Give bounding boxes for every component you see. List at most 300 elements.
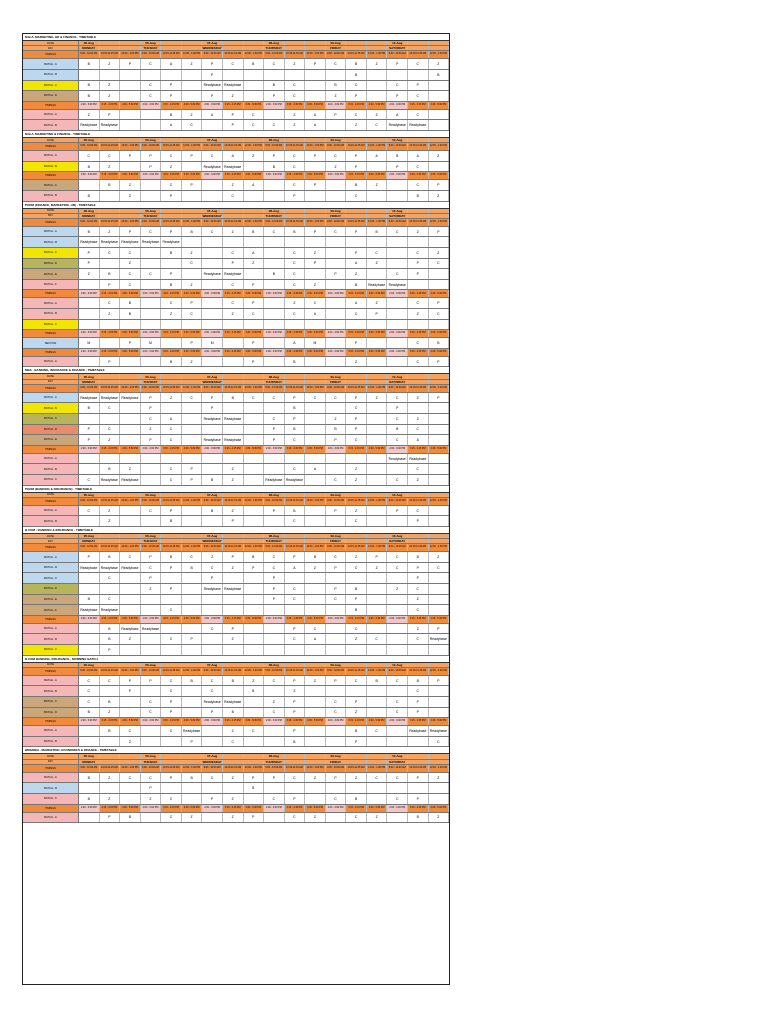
table-cell	[264, 783, 285, 793]
table-cell: 3:15 - 4:15 PM	[100, 805, 121, 812]
table-cell: 2:00 - 3:00 PM	[202, 446, 223, 453]
table-cell	[305, 595, 326, 605]
table-row	[23, 506, 449, 517]
table-cell: C	[202, 686, 223, 696]
table-cell	[182, 41, 203, 45]
table-cell	[408, 760, 429, 764]
table-cell: C	[264, 676, 285, 686]
table-cell	[264, 309, 285, 319]
table-cell: P	[408, 573, 429, 583]
table-row	[23, 237, 449, 248]
table-cell: 3:15 - 4:15 PM	[223, 330, 244, 337]
table-cell: Readybase	[367, 280, 388, 290]
row-label: TIMINGS	[23, 718, 79, 725]
table-cell	[408, 138, 429, 142]
table-row	[23, 180, 449, 191]
table-cell: P	[285, 726, 306, 736]
table-cell	[223, 138, 244, 142]
table-cell	[264, 357, 285, 367]
table-cell: 12:00 - 1:00 PM	[120, 385, 141, 392]
table-cell	[387, 737, 408, 747]
table-cell: 10:15-11:15 AM	[408, 668, 429, 675]
table-cell	[223, 595, 244, 605]
table-cell: 4:30 - 5:30 PM	[429, 349, 450, 356]
table-cell	[244, 595, 265, 605]
block-title: PGDM (BANKING & INSURANCE) - TIMETABLE	[23, 486, 449, 493]
table-cell: B	[182, 563, 203, 573]
table-cell	[161, 754, 182, 758]
table-cell: Z	[223, 464, 244, 474]
table-cell: 12:00 - 1:00 PM	[120, 143, 141, 150]
table-cell: 07-Aug	[202, 374, 223, 378]
table-cell	[429, 516, 450, 526]
table-row	[23, 435, 449, 446]
table-cell: 2:00 - 3:00 PM	[141, 805, 162, 812]
table-cell: 9:00 - 10:00 AM	[141, 385, 162, 392]
row-label: TIMINGS	[23, 544, 79, 551]
table-cell: P	[326, 269, 347, 279]
table-cell: 4:30 - 5:30 PM	[244, 446, 265, 453]
table-cell: 4:30 - 5:30 PM	[244, 290, 265, 297]
table-row	[23, 605, 449, 616]
table-cell	[305, 573, 326, 583]
timings-row	[23, 544, 449, 552]
table-row	[23, 298, 449, 309]
table-cell	[161, 783, 182, 793]
table-cell	[182, 414, 203, 424]
table-cell	[141, 280, 162, 290]
table-cell: 10-Aug	[387, 754, 408, 758]
table-cell	[326, 737, 347, 747]
table-cell	[367, 214, 388, 218]
table-cell: P	[305, 180, 326, 190]
table-cell: 10:15-11:15 AM	[161, 51, 182, 58]
table-cell: P	[346, 227, 367, 237]
table-cell	[182, 209, 203, 213]
table-cell	[326, 120, 347, 130]
table-cell: 12:00 - 1:00 PM	[120, 498, 141, 505]
table-cell	[244, 584, 265, 594]
table-cell: C	[100, 403, 121, 413]
table-cell	[141, 320, 162, 330]
table-cell	[429, 454, 450, 464]
table-cell	[244, 435, 265, 445]
table-cell: B	[305, 552, 326, 562]
table-cell: Z	[223, 506, 244, 516]
table-cell: 4:30 - 5:30 PM	[120, 102, 141, 109]
table-cell: 9:00 - 10:00 AM	[326, 668, 347, 675]
table-cell	[305, 737, 326, 747]
table-cell	[161, 338, 182, 348]
table-cell: Z	[305, 676, 326, 686]
table-cell: 2:00 - 3:00 PM	[202, 805, 223, 812]
table-cell	[326, 686, 347, 696]
table-row	[23, 81, 449, 92]
table-cell: B	[346, 584, 367, 594]
table-cell: P	[429, 676, 450, 686]
table-cell: C	[120, 269, 141, 279]
table-cell: B	[182, 227, 203, 237]
table-cell: C	[408, 298, 429, 308]
table-cell: C	[223, 59, 244, 69]
table-cell	[305, 138, 326, 142]
table-cell: 08-Aug	[264, 534, 285, 538]
table-cell: 12:00 - 1:00 PM	[429, 498, 450, 505]
table-cell: C	[223, 280, 244, 290]
table-cell: THURSDAY	[264, 214, 285, 218]
table-cell: P	[141, 676, 162, 686]
table-cell: 9:00 - 10:00 AM	[326, 143, 347, 150]
table-cell: 2:00 - 3:00 PM	[387, 102, 408, 109]
table-cell: B	[182, 676, 203, 686]
table-row	[23, 676, 449, 687]
table-cell	[326, 309, 347, 319]
table-cell: 9:00 - 10:00 AM	[202, 385, 223, 392]
table-cell	[387, 464, 408, 474]
row-label: BATCH - B	[23, 464, 79, 474]
row-label: DATE	[23, 41, 79, 45]
table-cell: 12:00 - 1:00 PM	[120, 544, 141, 551]
table-cell: C	[202, 227, 223, 237]
table-cell	[100, 534, 121, 538]
table-cell: 10:15-11:15 AM	[285, 51, 306, 58]
table-cell: P	[182, 151, 203, 161]
table-cell: 12:00 - 1:00 PM	[120, 668, 141, 675]
table-cell	[367, 338, 388, 348]
table-cell	[264, 624, 285, 634]
table-cell: B	[202, 506, 223, 516]
table-cell: C	[244, 726, 265, 736]
table-cell: Z	[100, 516, 121, 526]
table-cell	[305, 435, 326, 445]
table-row	[23, 595, 449, 606]
table-cell: 4:30 - 5:30 PM	[182, 290, 203, 297]
table-cell: 2:00 - 3:00 PM	[141, 330, 162, 337]
table-cell: 4:30 - 5:30 PM	[244, 805, 265, 812]
table-cell	[367, 435, 388, 445]
table-cell: Readybase	[223, 697, 244, 707]
table-cell: 3:15 - 4:15 PM	[285, 330, 306, 337]
table-cell	[429, 214, 450, 218]
table-cell: P	[223, 120, 244, 130]
table-cell	[408, 783, 429, 793]
table-cell	[305, 493, 326, 497]
table-cell	[429, 425, 450, 435]
table-cell	[244, 708, 265, 718]
table-cell: P	[202, 393, 223, 403]
table-cell	[100, 663, 121, 667]
table-cell: P	[161, 563, 182, 573]
table-cell: C	[141, 59, 162, 69]
table-cell	[202, 357, 223, 367]
table-cell: C	[285, 269, 306, 279]
table-cell: WEDNESDAY	[202, 46, 222, 51]
table-cell: P	[264, 773, 285, 783]
table-cell	[285, 320, 306, 330]
table-cell	[120, 697, 141, 707]
table-cell: 12:00 - 1:00 PM	[305, 51, 326, 58]
table-cell	[244, 70, 265, 80]
table-cell: 3:15 - 4:15 PM	[408, 616, 429, 623]
table-cell	[79, 634, 100, 644]
table-cell	[429, 162, 450, 172]
table-cell: Z	[367, 110, 388, 120]
table-row	[23, 110, 449, 121]
table-cell	[346, 138, 367, 142]
table-cell: 10:15-11:15 AM	[285, 498, 306, 505]
table-cell: C	[161, 298, 182, 308]
table-cell	[120, 783, 141, 793]
row-label: BATCH - C	[23, 645, 79, 655]
table-cell	[429, 464, 450, 474]
table-cell: P	[141, 403, 162, 413]
table-cell: 07-Aug	[202, 493, 223, 497]
table-cell	[305, 584, 326, 594]
table-cell	[161, 214, 182, 218]
table-cell	[264, 403, 285, 413]
table-cell	[120, 403, 141, 413]
row-label: TIMINGS	[23, 290, 79, 297]
table-cell: Z	[223, 726, 244, 736]
table-cell: A	[285, 563, 306, 573]
table-cell: C	[346, 563, 367, 573]
table-cell: B	[285, 357, 306, 367]
table-cell	[182, 435, 203, 445]
table-cell: 4:30 - 5:30 PM	[367, 172, 388, 179]
table-cell: B	[244, 686, 265, 696]
table-cell	[244, 237, 265, 247]
table-cell: M	[202, 338, 223, 348]
table-cell: Z	[223, 475, 244, 485]
table-cell: 10:15-11:15 AM	[408, 219, 429, 226]
table-cell: 4:30 - 5:30 PM	[120, 718, 141, 725]
table-cell: 12:00 - 1:00 PM	[244, 498, 265, 505]
table-cell	[223, 645, 244, 655]
table-cell: 10:15-11:15 AM	[100, 143, 121, 150]
table-cell: 2:00 - 3:00 PM	[387, 805, 408, 812]
table-cell: P	[264, 435, 285, 445]
table-cell	[244, 493, 265, 497]
table-cell	[346, 754, 367, 758]
table-cell	[223, 214, 244, 218]
table-cell	[120, 506, 141, 516]
table-cell	[429, 573, 450, 583]
table-cell: 3:15 - 4:15 PM	[223, 172, 244, 179]
table-cell	[367, 269, 388, 279]
table-cell: C	[429, 309, 450, 319]
table-cell	[305, 506, 326, 516]
table-cell	[387, 516, 408, 526]
table-cell: Z	[429, 59, 450, 69]
table-row	[23, 338, 449, 349]
row-label: BATCH - A	[23, 813, 79, 823]
table-cell: P	[244, 280, 265, 290]
table-cell	[223, 425, 244, 435]
table-cell: 12:00 - 1:00 PM	[305, 498, 326, 505]
table-cell: C	[346, 676, 367, 686]
table-cell: C	[285, 81, 306, 91]
table-cell: 9:00 - 10:00 AM	[387, 219, 408, 226]
table-cell	[182, 162, 203, 172]
table-cell	[120, 414, 141, 424]
table-cell: MONDAY	[79, 214, 100, 218]
table-cell	[141, 357, 162, 367]
table-cell: 4:30 - 5:30 PM	[305, 446, 326, 453]
table-cell	[367, 464, 388, 474]
table-cell: 10:15-11:15 AM	[408, 51, 429, 58]
table-cell: 12:00 - 1:00 PM	[429, 385, 450, 392]
table-cell: 12:00 - 1:00 PM	[120, 219, 141, 226]
table-cell	[429, 374, 450, 378]
row-label: TIMINGS	[23, 805, 79, 812]
table-cell: C	[387, 563, 408, 573]
table-cell: C	[387, 708, 408, 718]
table-cell: P	[161, 81, 182, 91]
table-cell: 10:15-11:15 AM	[285, 544, 306, 551]
table-cell	[244, 794, 265, 804]
table-cell: B	[346, 70, 367, 80]
table-cell	[326, 259, 347, 269]
table-cell	[182, 191, 203, 201]
table-cell	[285, 46, 306, 50]
table-cell: B	[161, 110, 182, 120]
table-cell	[285, 573, 306, 583]
row-label: BATCH - B	[23, 783, 79, 793]
table-cell: B	[346, 605, 367, 615]
table-cell	[223, 70, 244, 80]
table-cell	[223, 237, 244, 247]
table-cell	[182, 708, 203, 718]
table-cell	[120, 760, 141, 764]
row-label: BATCH - A	[23, 357, 79, 367]
table-cell: 3:15 - 4:15 PM	[161, 290, 182, 297]
table-cell: 3:15 - 4:15 PM	[223, 446, 244, 453]
table-cell: Z	[346, 552, 367, 562]
table-cell	[367, 91, 388, 101]
table-cell	[120, 516, 141, 526]
table-cell	[264, 338, 285, 348]
table-cell: 4:30 - 5:30 PM	[182, 805, 203, 812]
table-cell	[223, 573, 244, 583]
table-cell	[429, 41, 450, 45]
table-cell	[244, 754, 265, 758]
table-cell: C	[429, 737, 450, 747]
table-cell: 3:15 - 4:15 PM	[346, 349, 367, 356]
table-cell: C	[244, 120, 265, 130]
table-cell	[161, 760, 182, 764]
table-cell: Z	[408, 309, 429, 319]
table-cell: 10:15-11:15 AM	[285, 668, 306, 675]
table-cell	[120, 380, 141, 384]
row-label: TIMINGS	[23, 385, 79, 392]
table-cell: 4:30 - 5:30 PM	[244, 349, 265, 356]
table-cell	[305, 46, 326, 50]
row-label: DATE	[23, 663, 79, 667]
table-cell	[305, 209, 326, 213]
table-cell: THURSDAY	[264, 380, 285, 384]
table-cell	[141, 813, 162, 823]
table-cell: C	[408, 110, 429, 120]
table-cell: 12:00 - 1:00 PM	[367, 668, 388, 675]
table-cell: Z	[120, 191, 141, 201]
table-cell: 4:30 - 5:30 PM	[244, 616, 265, 623]
table-cell	[182, 269, 203, 279]
table-row	[23, 708, 449, 719]
table-cell: Readybase	[202, 435, 223, 445]
table-cell: C	[387, 227, 408, 237]
table-cell: P	[346, 151, 367, 161]
table-cell: B	[100, 552, 121, 562]
table-cell: P	[429, 357, 450, 367]
table-cell: 9:00 - 10:00 AM	[264, 385, 285, 392]
table-cell	[120, 645, 141, 655]
table-cell: B	[346, 59, 367, 69]
table-cell: B	[264, 269, 285, 279]
table-cell	[79, 309, 100, 319]
table-cell: C	[120, 248, 141, 258]
table-cell: C	[223, 248, 244, 258]
table-row	[23, 259, 449, 270]
table-cell	[182, 645, 203, 655]
table-cell: C	[285, 435, 306, 445]
table-cell: Readybase	[100, 605, 121, 615]
table-cell	[100, 209, 121, 213]
table-cell	[182, 493, 203, 497]
table-cell: Z	[305, 773, 326, 783]
table-cell: P	[202, 708, 223, 718]
table-cell	[264, 605, 285, 615]
table-cell	[326, 605, 347, 615]
table-cell: B	[387, 151, 408, 161]
table-cell: Z	[346, 634, 367, 644]
row-label: TIMINGS	[23, 446, 79, 453]
table-cell: C	[346, 813, 367, 823]
table-cell: SATURDAY	[387, 539, 408, 543]
table-cell: 4:30 - 5:30 PM	[120, 290, 141, 297]
table-cell	[305, 783, 326, 793]
table-cell: Z	[100, 162, 121, 172]
table-cell	[387, 338, 408, 348]
table-cell: B	[285, 737, 306, 747]
table-cell: 9:00 - 10:00 AM	[202, 498, 223, 505]
table-cell	[223, 760, 244, 764]
table-cell: 2:00 - 3:00 PM	[264, 446, 285, 453]
table-cell	[326, 454, 347, 464]
table-cell	[161, 374, 182, 378]
table-cell: 10:15-11:15 AM	[161, 219, 182, 226]
row-label: BATCH - E	[23, 435, 79, 445]
row-label: TIMINGS	[23, 349, 79, 356]
table-cell	[120, 493, 141, 497]
table-cell: THURSDAY	[264, 760, 285, 764]
table-cell	[429, 686, 450, 696]
table-cell: 9:00 - 10:00 AM	[264, 498, 285, 505]
table-cell: 07-Aug	[202, 754, 223, 758]
table-cell	[429, 209, 450, 213]
table-cell: Z	[346, 269, 367, 279]
table-cell: 4:30 - 5:30 PM	[244, 330, 265, 337]
table-cell: 4:30 - 5:30 PM	[120, 446, 141, 453]
table-cell: 3:15 - 4:15 PM	[408, 805, 429, 812]
table-cell: 12:00 - 1:00 PM	[305, 668, 326, 675]
table-cell	[182, 783, 203, 793]
table-cell: Z	[100, 435, 121, 445]
row-label: BATCH - B	[23, 162, 79, 172]
table-cell: C	[202, 563, 223, 573]
table-cell	[202, 645, 223, 655]
table-cell: 09-Aug	[326, 138, 347, 142]
table-cell	[244, 81, 265, 91]
